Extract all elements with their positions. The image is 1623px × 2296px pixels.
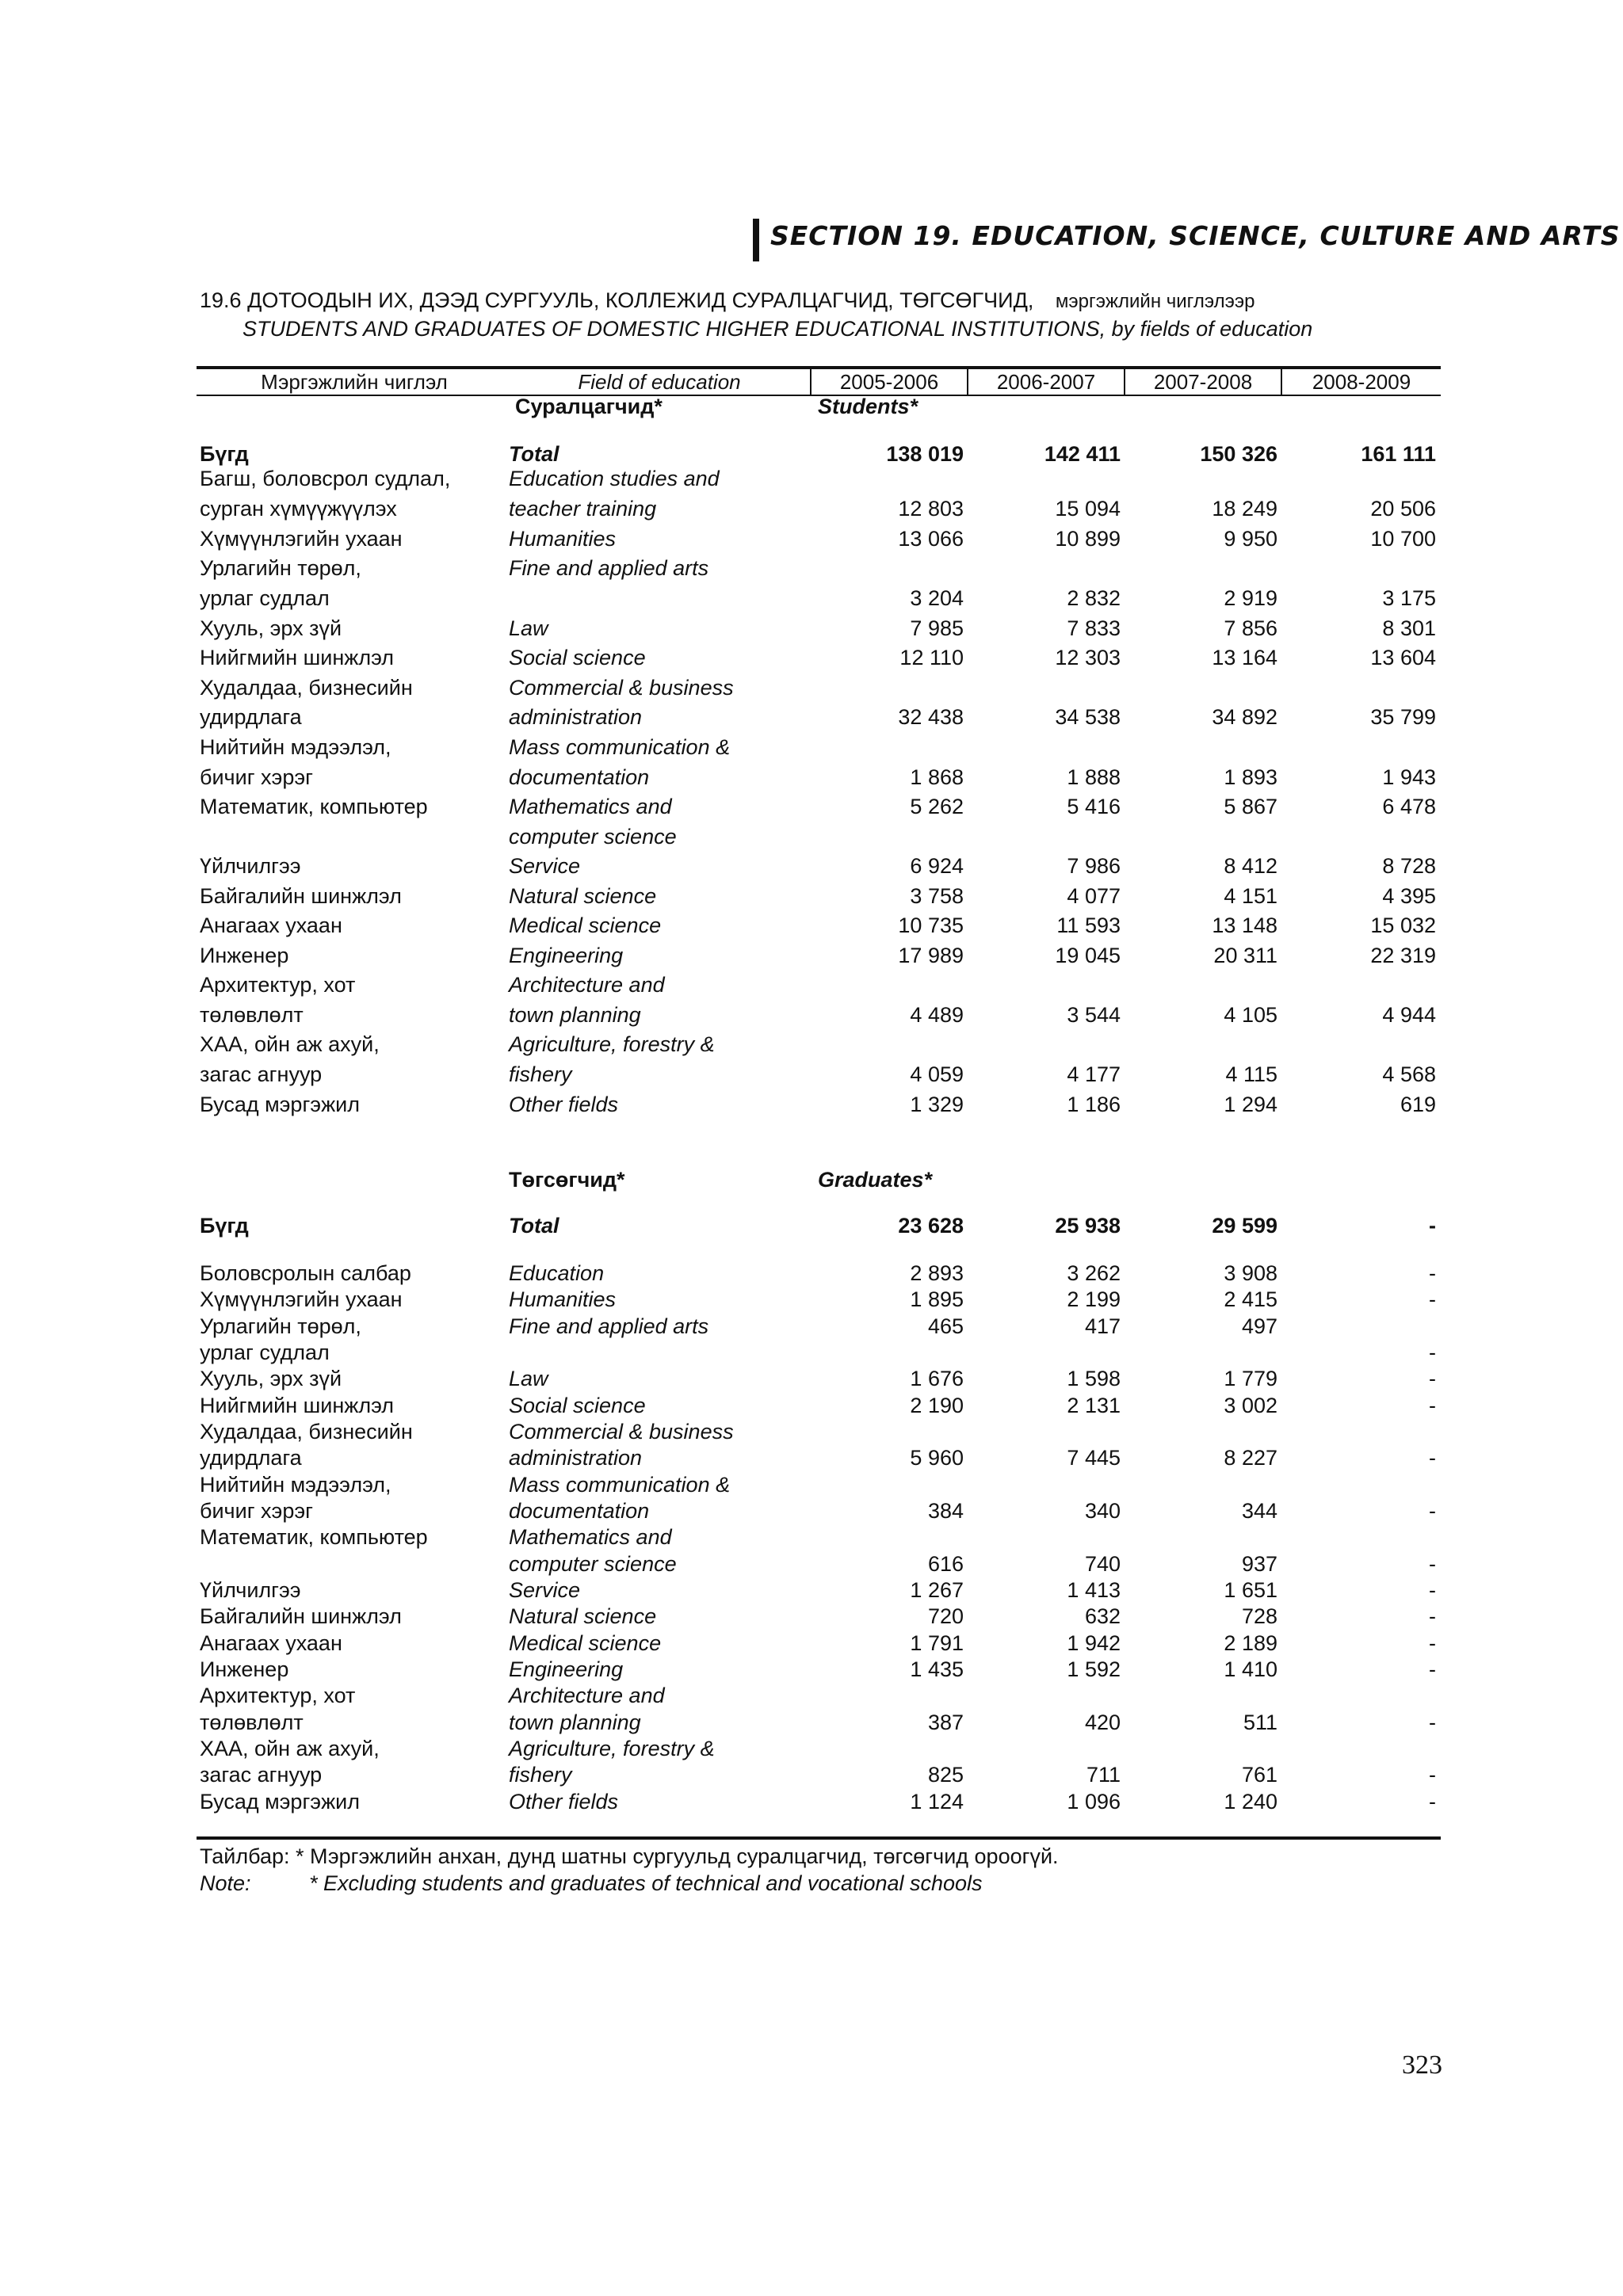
field-en-cell: Medical science — [509, 913, 662, 937]
value-cell-2006-2007: 2 131 — [1067, 1394, 1121, 1417]
field-mn-cell: Математик, компьютер — [200, 795, 428, 818]
field-mn-cell: Нийгмийн шинжлэл — [200, 1394, 395, 1417]
value-cell-2006-2007: 7 445 — [1067, 1446, 1121, 1470]
value-cell-2008-2009: 4 568 — [1382, 1062, 1436, 1086]
table-row — [0, 441, 1623, 467]
value-cell-2008-2009: - — [1429, 1499, 1436, 1523]
field-en-cell: teacher training — [509, 497, 657, 521]
value-cell-2006-2007: 340 — [1084, 1499, 1121, 1523]
value-cell-2008-2009: 13 604 — [1370, 646, 1436, 669]
field-en-cell: Commercial & business — [509, 1420, 734, 1444]
table-row — [0, 644, 1623, 671]
value-cell-2006-2007: 2 832 — [1067, 586, 1121, 610]
value-cell-2006-2007: 420 — [1084, 1711, 1121, 1734]
table-row — [0, 1091, 1623, 1118]
value-cell-2005-2006: 3 758 — [910, 884, 964, 908]
value-cell-2006-2007: 417 — [1084, 1314, 1121, 1338]
value-cell-2007-2008: 7 856 — [1224, 616, 1277, 640]
value-cell-2005-2006: 2 893 — [910, 1261, 964, 1285]
value-cell-2008-2009: - — [1429, 1367, 1436, 1390]
value-cell-2008-2009: 8 728 — [1382, 854, 1436, 878]
field-mn-cell: Урлагийн төрөл, — [200, 1314, 361, 1338]
table-row — [0, 1735, 1623, 1762]
field-mn-cell: Архитектур, хот — [200, 973, 356, 997]
field-mn-cell: Архитектур, хот — [200, 1684, 356, 1707]
field-en-cell: computer science — [509, 1552, 677, 1576]
field-en-cell: Mathematics and — [509, 1525, 672, 1549]
value-cell-2007-2008: 1 294 — [1224, 1093, 1277, 1116]
table-row — [0, 1001, 1623, 1028]
field-mn-cell: урлаг судлал — [200, 1341, 330, 1364]
value-cell-2008-2009: - — [1429, 1261, 1436, 1285]
table-row — [0, 585, 1623, 612]
table-number: 19.6 — [200, 288, 242, 312]
value-cell-2007-2008: 511 — [1243, 1711, 1277, 1734]
value-cell-2005-2006: 1 124 — [910, 1790, 964, 1814]
value-cell-2008-2009: - — [1429, 1578, 1436, 1602]
field-mn-cell: төлөвлөлт — [200, 1003, 304, 1027]
field-en-cell: administration — [509, 705, 643, 729]
value-cell-2007-2008: 4 105 — [1224, 1003, 1277, 1027]
table-row — [0, 1524, 1623, 1550]
value-cell-2008-2009: 22 319 — [1370, 944, 1436, 967]
value-cell-2008-2009: - — [1429, 1341, 1436, 1364]
table-row — [0, 912, 1623, 939]
table-row — [0, 823, 1623, 850]
value-cell-2007-2008: 8 412 — [1224, 854, 1277, 878]
note-en — [200, 1871, 983, 1896]
value-cell-2008-2009: 4 395 — [1382, 884, 1436, 908]
value-cell-2007-2008: 1 779 — [1224, 1367, 1277, 1390]
value-cell-2007-2008: 5 867 — [1224, 795, 1277, 818]
value-cell-2005-2006: 3 204 — [910, 586, 964, 610]
value-cell-2005-2006: 1 435 — [910, 1657, 964, 1681]
value-cell-2006-2007: 740 — [1084, 1552, 1121, 1576]
field-en-cell: Mass communication & — [509, 1473, 731, 1497]
field-mn-cell: Нийгмийн шинжлэл — [200, 646, 395, 669]
field-mn-cell: ХАА, ойн аж ахуй, — [200, 1032, 380, 1056]
field-en-cell: Natural science — [509, 884, 657, 908]
value-cell-2007-2008: 13 148 — [1212, 913, 1277, 937]
value-cell-2005-2006: 4 059 — [910, 1062, 964, 1086]
value-cell-2007-2008: 2 919 — [1224, 586, 1277, 610]
table-row — [0, 465, 1623, 492]
value-cell-2005-2006: 5 262 — [910, 795, 964, 818]
students-label-mn: Суралцагчид* — [515, 395, 663, 418]
field-mn-cell: Үйлчилгээ — [200, 854, 301, 878]
value-cell-2005-2006: 384 — [927, 1499, 964, 1523]
value-cell-2005-2006: 4 489 — [910, 1003, 964, 1027]
value-cell-2005-2006: 5 960 — [910, 1446, 964, 1470]
value-cell-2006-2007: 12 303 — [1055, 646, 1121, 669]
section-title: SECTION 19. EDUCATION, SCIENCE, CULTURE AND ARTS — [770, 220, 1621, 251]
value-cell-2007-2008: 2 189 — [1224, 1631, 1277, 1655]
field-en-cell: Architecture and — [509, 1684, 665, 1707]
field-en-cell: Fine and applied arts — [509, 556, 709, 580]
table-row — [0, 1682, 1623, 1709]
value-cell-2007-2008: 29 599 — [1212, 1214, 1277, 1238]
value-cell-2006-2007: 711 — [1086, 1763, 1121, 1787]
table-row — [0, 852, 1623, 879]
field-en-cell: Agriculture, forestry & — [509, 1032, 715, 1056]
value-cell-2008-2009: 35 799 — [1370, 705, 1436, 729]
field-en-cell: Other fields — [509, 1790, 619, 1814]
value-cell-2006-2007: 15 094 — [1055, 497, 1121, 521]
note-en-text: * Excluding students and graduates of technical and vocational schools — [309, 1871, 983, 1895]
field-en-cell: Service — [509, 1578, 581, 1602]
field-mn-cell: Багш, боловсрол судлал, — [200, 467, 451, 490]
value-cell-2007-2008: 20 311 — [1213, 944, 1277, 967]
value-cell-2008-2009: 6 478 — [1382, 795, 1436, 818]
value-cell-2006-2007: 1 888 — [1067, 765, 1121, 789]
value-cell-2005-2006: 825 — [927, 1763, 964, 1787]
value-cell-2006-2007: 5 416 — [1067, 795, 1121, 818]
value-cell-2008-2009: 20 506 — [1370, 497, 1436, 521]
table-title-en: STUDENTS AND GRADUATES OF DOMESTIC HIGHER EDUCATIONAL INSTITUTIONS, by fields of education — [242, 317, 1313, 341]
value-cell-2007-2008: 3 908 — [1224, 1261, 1277, 1285]
field-en-cell: Humanities — [509, 1287, 617, 1311]
table-row — [0, 1339, 1623, 1366]
field-en-cell: town planning — [509, 1711, 641, 1734]
value-cell-2006-2007: 3 262 — [1067, 1261, 1121, 1285]
value-cell-2005-2006: 616 — [927, 1552, 964, 1576]
field-en-cell: town planning — [509, 1003, 641, 1027]
field-mn-cell: Бусад мэргэжил — [200, 1790, 360, 1814]
field-en-cell: Agriculture, forestry & — [509, 1737, 715, 1760]
value-cell-2007-2008: 4 151 — [1224, 884, 1277, 908]
table-row — [0, 1031, 1623, 1058]
field-mn-cell: Хүмүүнлэгийн ухаан — [200, 1287, 403, 1311]
field-mn-cell: Худалдаа, бизнесийн — [200, 676, 413, 700]
table-row — [0, 1392, 1623, 1419]
table-title-mn — [200, 288, 1254, 313]
value-cell-2007-2008: 9 950 — [1224, 527, 1277, 551]
value-cell-2008-2009: - — [1429, 1763, 1436, 1787]
table-row — [0, 942, 1623, 969]
table-row — [0, 1444, 1623, 1471]
value-cell-2005-2006: 1 267 — [910, 1578, 964, 1602]
field-mn-cell: Нийтийн мэдээлэл, — [200, 735, 391, 759]
value-cell-2006-2007: 10 899 — [1055, 527, 1121, 551]
table-row — [0, 674, 1623, 701]
value-cell-2007-2008: 1 410 — [1224, 1657, 1277, 1681]
field-mn-cell: Инженер — [200, 1657, 289, 1681]
field-en-cell: Architecture and — [509, 973, 665, 997]
header-field-mn: Мэргэжлийн чиглэл — [261, 370, 448, 394]
field-en-cell: administration — [509, 1446, 643, 1470]
value-cell-2006-2007: 25 938 — [1055, 1214, 1121, 1238]
field-mn-cell: загас агнуур — [200, 1763, 323, 1787]
field-mn-cell: Байгалийн шинжлэл — [200, 1604, 402, 1628]
value-cell-2005-2006: 7 985 — [910, 616, 964, 640]
table-row — [0, 764, 1623, 791]
value-cell-2005-2006: 12 803 — [898, 497, 964, 521]
table-bottom-rule — [197, 1836, 1441, 1840]
header-year-2: 2006-2007 — [996, 370, 1096, 394]
table-row — [0, 1577, 1623, 1604]
value-cell-2006-2007: 3 544 — [1067, 1003, 1121, 1027]
table-row — [0, 1365, 1623, 1392]
field-mn-cell: Математик, компьютер — [200, 1525, 428, 1549]
value-cell-2006-2007: 1 186 — [1067, 1093, 1121, 1116]
field-en-cell: documentation — [509, 765, 650, 789]
field-mn-cell: бичиг хэрэг — [200, 1499, 313, 1523]
header-field-en: Field of education — [578, 370, 741, 394]
field-mn-cell: удирдлага — [200, 1446, 302, 1470]
value-cell-2007-2008: 937 — [1241, 1552, 1277, 1576]
table-row — [0, 1761, 1623, 1788]
value-cell-2007-2008: 344 — [1241, 1499, 1277, 1523]
field-en-cell: Mathematics and — [509, 795, 672, 818]
field-mn-cell: сурган хүмүүжүүлэх — [200, 497, 397, 521]
value-cell-2008-2009: - — [1429, 1446, 1436, 1470]
field-mn-cell: Хүмүүнлэгийн ухаан — [200, 527, 403, 551]
value-cell-2008-2009: 10 700 — [1370, 527, 1436, 551]
field-en-cell: Law — [509, 616, 548, 640]
table-row — [0, 1471, 1623, 1498]
field-en-cell: fishery — [509, 1062, 572, 1086]
field-mn-cell: Байгалийн шинжлэл — [200, 884, 402, 908]
field-en-cell: Mass communication & — [509, 735, 731, 759]
value-cell-2006-2007: 4 177 — [1067, 1062, 1121, 1086]
field-mn-cell: Бүгд — [200, 1214, 249, 1238]
value-cell-2006-2007: 142 411 — [1044, 442, 1121, 466]
field-mn-cell: урлаг судлал — [200, 586, 330, 610]
table-row — [0, 1313, 1623, 1340]
value-cell-2006-2007: 2 199 — [1067, 1287, 1121, 1311]
field-en-cell: Total — [509, 1214, 559, 1238]
value-cell-2007-2008: 3 002 — [1224, 1394, 1277, 1417]
value-cell-2007-2008: 150 326 — [1200, 442, 1277, 466]
value-cell-2006-2007: 1 413 — [1067, 1578, 1121, 1602]
value-cell-2006-2007: 4 077 — [1067, 884, 1121, 908]
field-mn-cell: Анагаах ухаан — [200, 1631, 342, 1655]
students-label-en: Students* — [818, 395, 918, 418]
table-row — [0, 615, 1623, 642]
section-marker-bar — [753, 219, 759, 261]
value-cell-2007-2008: 13 164 — [1212, 646, 1277, 669]
field-en-cell: Natural science — [509, 1604, 657, 1628]
field-mn-cell: Бусад мэргэжил — [200, 1093, 360, 1116]
page-number: 323 — [1402, 2050, 1442, 2080]
value-cell-2005-2006: 32 438 — [898, 705, 964, 729]
value-cell-2005-2006: 2 190 — [910, 1394, 964, 1417]
table-row — [0, 495, 1623, 522]
value-cell-2005-2006: 10 735 — [898, 913, 964, 937]
value-cell-2005-2006: 17 989 — [898, 944, 964, 967]
value-cell-2008-2009: - — [1429, 1790, 1436, 1814]
value-cell-2007-2008: 18 249 — [1212, 497, 1277, 521]
table-row — [0, 1212, 1623, 1239]
value-cell-2008-2009: - — [1429, 1214, 1436, 1238]
value-cell-2005-2006: 1 895 — [910, 1287, 964, 1311]
header-year-3: 2007-2008 — [1153, 370, 1253, 394]
value-cell-2007-2008: 2 415 — [1224, 1287, 1277, 1311]
field-mn-cell: ХАА, ойн аж ахуй, — [200, 1737, 380, 1760]
table-title-mn-text: ДОТООДЫН ИХ, ДЭЭД СУРГУУЛЬ, КОЛЛЕЖИД СУРАЛЦАГЧИД, ТӨГСӨГЧИД, — [247, 288, 1034, 312]
value-cell-2005-2006: 387 — [927, 1711, 964, 1734]
value-cell-2007-2008: 497 — [1241, 1314, 1277, 1338]
value-cell-2008-2009: - — [1429, 1552, 1436, 1576]
value-cell-2008-2009: 3 175 — [1382, 586, 1436, 610]
field-en-cell: Education — [509, 1261, 605, 1285]
field-mn-cell: Хууль, эрх зүй — [200, 616, 342, 640]
table-row — [0, 1603, 1623, 1630]
field-en-cell: computer science — [509, 825, 677, 849]
field-mn-cell: Анагаах ухаан — [200, 913, 342, 937]
value-cell-2006-2007: 34 538 — [1055, 705, 1121, 729]
field-en-cell: Medical science — [509, 1631, 662, 1655]
field-en-cell: Other fields — [509, 1093, 619, 1116]
table-row — [0, 1656, 1623, 1683]
value-cell-2008-2009: - — [1429, 1287, 1436, 1311]
value-cell-2006-2007: 1 096 — [1067, 1790, 1121, 1814]
field-en-cell: Social science — [509, 1394, 646, 1417]
field-en-cell: Humanities — [509, 527, 617, 551]
table-row — [0, 704, 1623, 730]
value-cell-2007-2008: 34 892 — [1212, 705, 1277, 729]
value-cell-2008-2009: 619 — [1400, 1093, 1436, 1116]
value-cell-2008-2009: 15 032 — [1370, 913, 1436, 937]
field-en-cell: documentation — [509, 1499, 650, 1523]
field-mn-cell: удирдлага — [200, 705, 302, 729]
value-cell-2008-2009: - — [1429, 1711, 1436, 1734]
value-cell-2006-2007: 1 598 — [1067, 1367, 1121, 1390]
table-row — [0, 1286, 1623, 1313]
table-row — [0, 555, 1623, 582]
field-en-cell: Engineering — [509, 1657, 624, 1681]
graduates-label-en: Graduates* — [818, 1168, 933, 1192]
value-cell-2007-2008: 1 240 — [1224, 1790, 1277, 1814]
note-en-label: Note: — [200, 1871, 251, 1895]
value-cell-2007-2008: 8 227 — [1224, 1446, 1277, 1470]
value-cell-2005-2006: 1 329 — [910, 1093, 964, 1116]
value-cell-2006-2007: 632 — [1084, 1604, 1121, 1628]
value-cell-2005-2006: 1 676 — [910, 1367, 964, 1390]
field-mn-cell: бичиг хэрэг — [200, 765, 313, 789]
value-cell-2005-2006: 6 924 — [910, 854, 964, 878]
field-en-cell: Social science — [509, 646, 646, 669]
value-cell-2005-2006: 1 868 — [910, 765, 964, 789]
table-row — [0, 1497, 1623, 1524]
field-mn-cell: Худалдаа, бизнесийн — [200, 1420, 413, 1444]
table-row — [0, 1418, 1623, 1445]
value-cell-2006-2007: 7 833 — [1067, 616, 1121, 640]
value-cell-2007-2008: 4 115 — [1225, 1062, 1277, 1086]
value-cell-2005-2006: 1 791 — [910, 1631, 964, 1655]
value-cell-2008-2009: 1 943 — [1382, 765, 1436, 789]
field-en-cell: fishery — [509, 1763, 572, 1787]
field-en-cell: Education studies and — [509, 467, 720, 490]
field-mn-cell: Боловсролын салбар — [200, 1261, 411, 1285]
table-row — [0, 1709, 1623, 1736]
field-en-cell: Law — [509, 1367, 548, 1390]
value-cell-2005-2006: 12 110 — [899, 646, 964, 669]
field-mn-cell: Үйлчилгээ — [200, 1578, 301, 1602]
value-cell-2008-2009: 4 944 — [1382, 1003, 1436, 1027]
value-cell-2006-2007: 11 593 — [1056, 913, 1121, 937]
table-row — [0, 1630, 1623, 1657]
field-mn-cell: Инженер — [200, 944, 289, 967]
field-mn-cell: Хууль, эрх зүй — [200, 1367, 342, 1390]
field-mn-cell: төлөвлөлт — [200, 1711, 304, 1734]
field-en-cell: Service — [509, 854, 581, 878]
table-row — [0, 883, 1623, 910]
value-cell-2006-2007: 1 942 — [1067, 1631, 1121, 1655]
table-row — [0, 1788, 1623, 1815]
field-mn-cell: Нийтийн мэдээлэл, — [200, 1473, 391, 1497]
value-cell-2008-2009: 8 301 — [1382, 616, 1436, 640]
table-row — [0, 1061, 1623, 1088]
value-cell-2008-2009: - — [1429, 1631, 1436, 1655]
value-cell-2005-2006: 138 019 — [886, 442, 964, 466]
value-cell-2007-2008: 761 — [1241, 1763, 1277, 1787]
field-en-cell: Engineering — [509, 944, 624, 967]
table-row — [0, 971, 1623, 998]
table-row — [0, 734, 1623, 761]
table-row — [0, 793, 1623, 820]
value-cell-2006-2007: 19 045 — [1055, 944, 1121, 967]
table-row — [0, 1260, 1623, 1287]
field-mn-cell: Бүгд — [200, 442, 249, 466]
value-cell-2006-2007: 7 986 — [1067, 854, 1121, 878]
table-row — [0, 525, 1623, 552]
table-row — [0, 1550, 1623, 1577]
field-en-cell: Total — [509, 442, 559, 466]
field-en-cell: Commercial & business — [509, 676, 734, 700]
value-cell-2008-2009: 161 111 — [1361, 442, 1436, 466]
value-cell-2005-2006: 23 628 — [898, 1214, 964, 1238]
value-cell-2007-2008: 728 — [1241, 1604, 1277, 1628]
value-cell-2006-2007: 1 592 — [1067, 1657, 1121, 1681]
value-cell-2005-2006: 13 066 — [898, 527, 964, 551]
value-cell-2008-2009: - — [1429, 1394, 1436, 1417]
value-cell-2007-2008: 1 651 — [1224, 1578, 1277, 1602]
value-cell-2008-2009: - — [1429, 1657, 1436, 1681]
value-cell-2005-2006: 465 — [927, 1314, 964, 1338]
field-en-cell: Fine and applied arts — [509, 1314, 709, 1338]
graduates-label-mn: Төгсөгчид* — [509, 1168, 625, 1192]
header-year-1: 2005-2006 — [839, 370, 939, 394]
field-mn-cell: загас агнуур — [200, 1062, 323, 1086]
value-cell-2007-2008: 1 893 — [1224, 765, 1277, 789]
value-cell-2008-2009: - — [1429, 1604, 1436, 1628]
header-year-4: 2008-2009 — [1312, 370, 1411, 394]
value-cell-2005-2006: 720 — [927, 1604, 964, 1628]
note-mn: Тайлбар: * Мэргэжлийн анхан, дунд шатны сургуульд суралцагчид, төгсөгчид ороогүй. — [200, 1844, 1059, 1868]
table-title-mn-sub: мэргэжлийн чиглэлээр — [1055, 291, 1255, 312]
field-mn-cell: Урлагийн төрөл, — [200, 556, 361, 580]
